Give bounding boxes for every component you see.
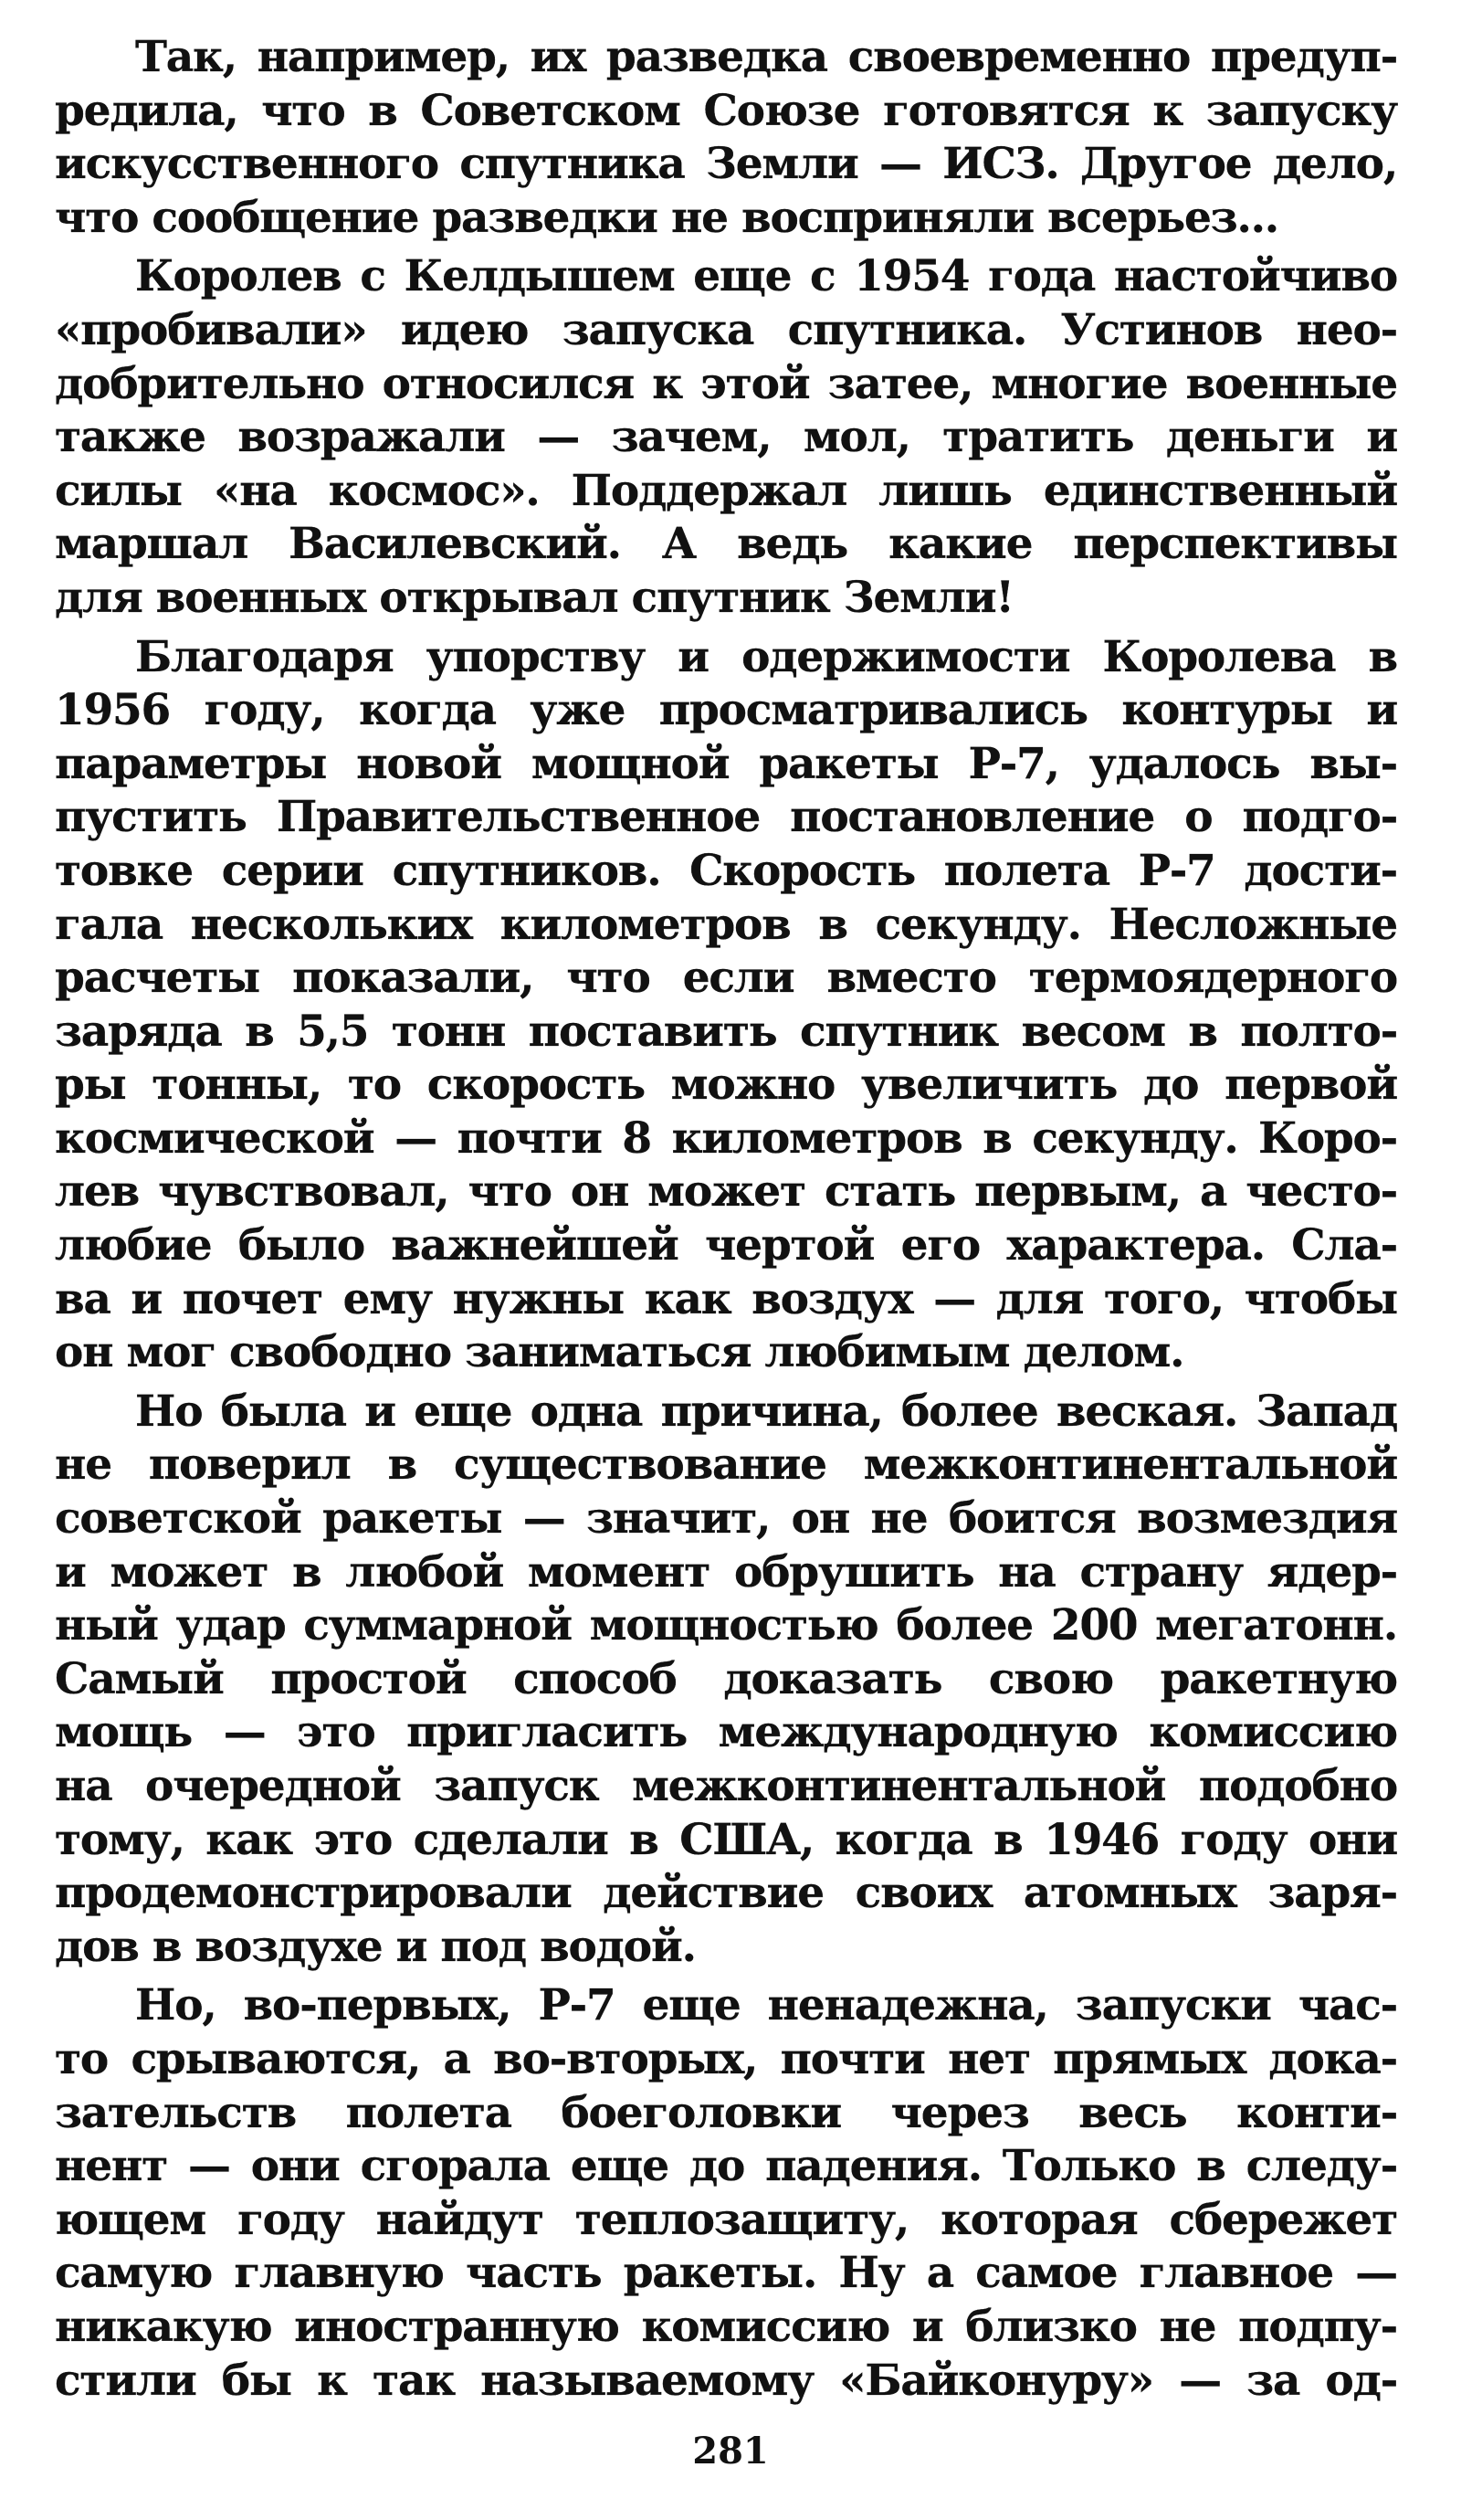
text-line: Королев с Келдышем еще с 1954 года настойчиво [135, 251, 1397, 302]
text-line: параметры новой мощной ракеты Р-7, удалось вы- [55, 738, 1397, 789]
text-line: на очередной запуск межконтинентальной подобно [55, 1761, 1397, 1811]
text-line: продемонстрировали действие своих атомных заря- [55, 1868, 1397, 1919]
text-line: товке серии спутников. Скорость полета Р-7 дости- [55, 845, 1397, 896]
text-line: силы «на космос». Поддержал лишь единственный [55, 465, 1397, 516]
text-line: добрительно относился к этой затее, многие военные [55, 358, 1397, 409]
text-line: тому, как это сделали в США, когда в 1946 году они [55, 1814, 1397, 1865]
paragraph-4 [55, 1386, 1397, 1975]
text-line: искусственного спутника Земли — ИСЗ. Другое дело, [55, 139, 1397, 190]
paragraph-2 [55, 250, 1397, 625]
text-line: что сообщение разведки не восприняли всерьез... [55, 192, 1278, 243]
text-line: то срываются, а во-вторых, почти нет прямых дока- [55, 2033, 1397, 2084]
text-line: расчеты показали, что если вместо термоядерного [55, 953, 1397, 1004]
text-line: ры тонны, то скорость можно увеличить до первой [55, 1060, 1397, 1111]
text-line: Так, например, их разведка своевременно предуп- [135, 32, 1397, 82]
text-line: гала нескольких километров в секунду. Несложные [55, 899, 1397, 950]
text-line: не поверил в существование межконтинентальной [55, 1439, 1397, 1491]
text-line: «пробивали» идею запуска спутника. Устинов нео- [55, 304, 1397, 355]
text-line: для военных открывал спутник Земли! [55, 572, 1014, 623]
text-line: Но, во-первых, Р-7 еще ненадежна, запуски час- [135, 1980, 1397, 2031]
text-line: самую главную часть ракеты. Ну а самое главное — [55, 2248, 1397, 2299]
text-line: Но была и еще одна причина, более веская. Запад [135, 1386, 1397, 1437]
text-line: пустить Правительственное постановление о подго- [55, 792, 1397, 843]
text-line: нент — они сгорала еще до падения. Только в следу- [55, 2141, 1397, 2192]
text-line: мощь — это пригласить международную комиссию [55, 1707, 1397, 1758]
text-line: и может в любой момент обрушить на страну ядер- [55, 1546, 1397, 1597]
text-line: заряда в 5,5 тонн поставить спутник весом в полто- [55, 1006, 1397, 1057]
text-line: зательств полета боеголовки через весь конти- [55, 2087, 1397, 2138]
text-line: советской ракеты — значит, он не боится возмездия [55, 1493, 1397, 1545]
text-line: маршал Василевский. А ведь какие перспективы [55, 519, 1397, 570]
text-line: дов в воздухе и под водой. [55, 1921, 696, 1972]
text-line: Самый простой способ доказать свою ракетную [55, 1653, 1397, 1704]
text-line: стили бы к так называемому «Байконуру» — за од- [55, 2355, 1397, 2406]
book-page [55, 31, 1397, 2488]
text-line: также возражали — зачем, мол, тратить деньги и [55, 412, 1397, 463]
text-line: редила, что в Советском Союзе готовятся к запуску [55, 85, 1397, 136]
text-line: лев чувствовал, что он может стать первым, а често- [55, 1166, 1397, 1218]
text-line: ющем году найдут теплозащиту, которая сбережет [55, 2194, 1397, 2245]
paragraph-5 [55, 1979, 1397, 2408]
text-line: космической — почти 8 километров в секунду. Коро- [55, 1112, 1397, 1164]
page-number: 281 [692, 2430, 769, 2473]
text-line: Благодаря упорству и одержимости Королева в [135, 631, 1397, 682]
text-line: никакую иностранную комиссию и близко не подпу- [55, 2301, 1397, 2352]
paragraph-1 [55, 31, 1397, 245]
text-line: 1956 году, когда уже просматривались контуры и [55, 685, 1397, 736]
text-line: ный удар суммарной мощностью более 200 мегатонн. [55, 1600, 1397, 1651]
text-line: ва и почет ему нужны как воздух — для того, чтобы [55, 1273, 1397, 1324]
text-line: он мог свободно заниматься любимым делом. [55, 1327, 1184, 1378]
paragraph-3 [55, 631, 1397, 1380]
text-line: любие было важнейшей чертой его характера. Сла- [55, 1220, 1397, 1271]
